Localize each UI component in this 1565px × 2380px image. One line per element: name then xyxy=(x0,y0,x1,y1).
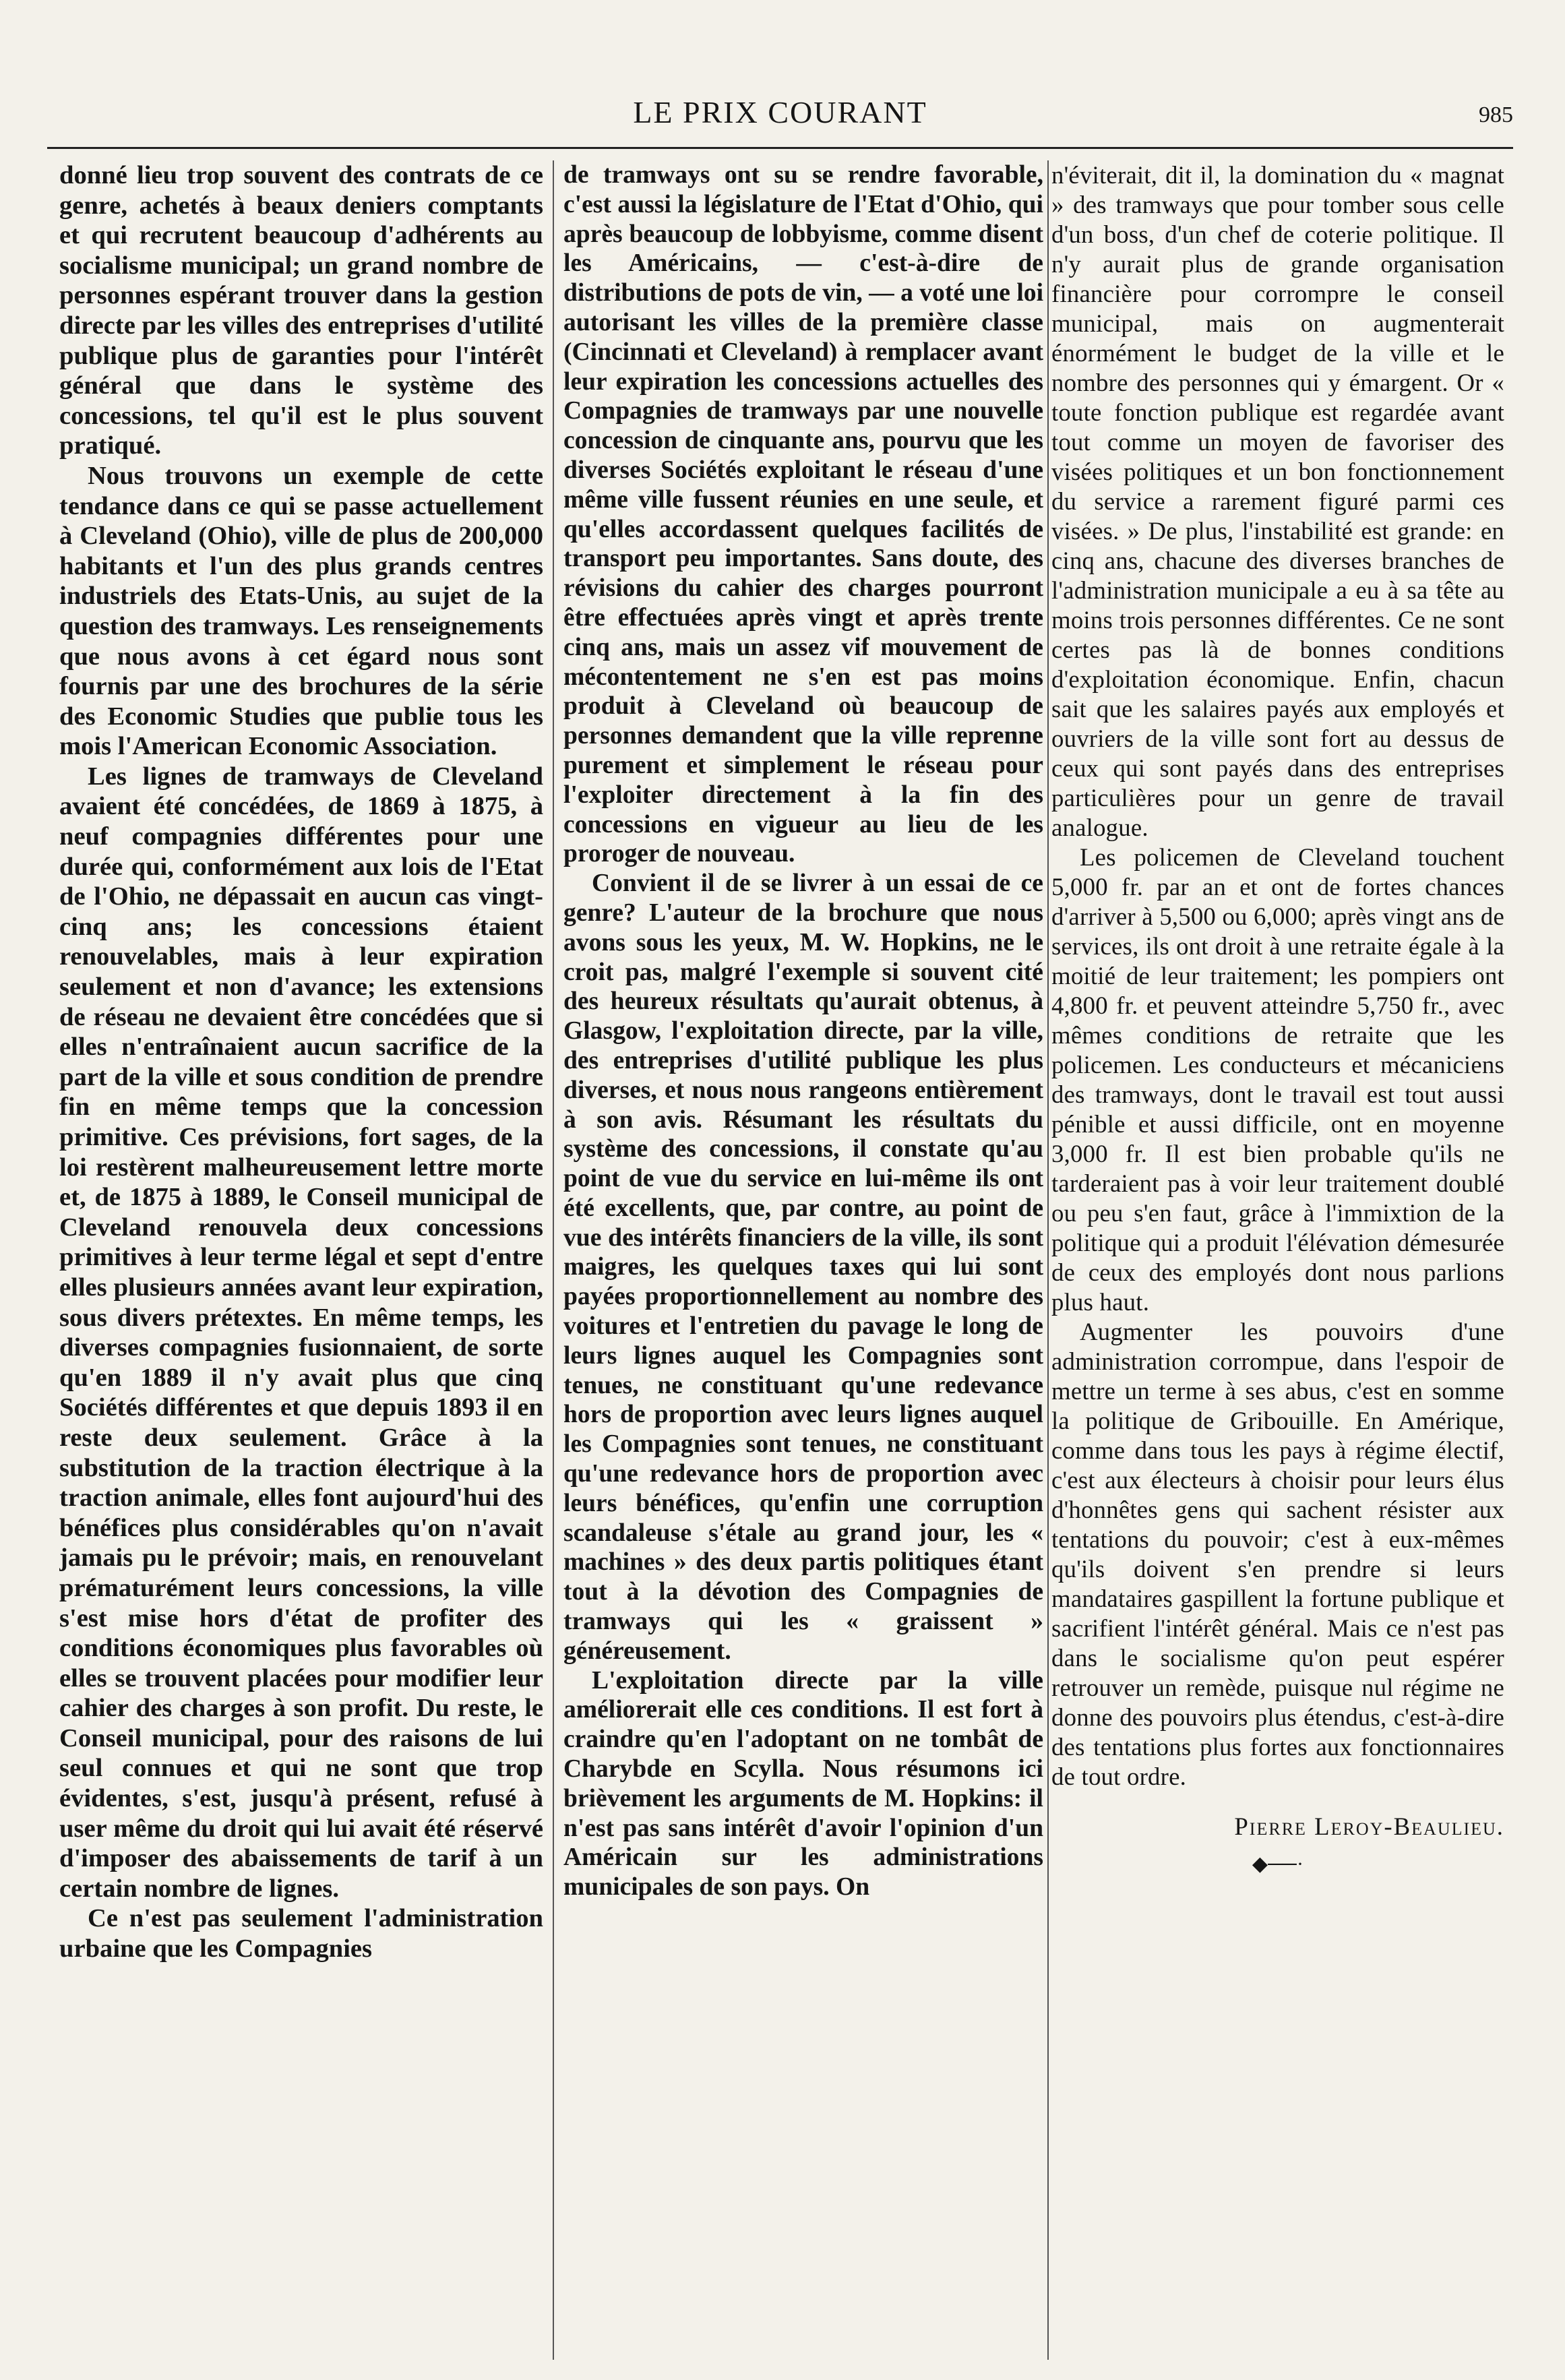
text-column-1 xyxy=(59,160,543,2360)
running-title: LE PRIX COURANT xyxy=(633,95,927,129)
paragraph: Augmenter les pouvoirs d'une administration corrompue, dans l'espoir de mettre un terme à ses abus, c'est en somme la politique de Gribouille. En Amérique, comme dans tous les pays à régime électif, c'est aux électeurs à choisir pour leurs élus d'honnêtes gens qui sachent résister aux tentations du pouvoir; c'est à eux-mêmes qu'ils doivent s'en prendre si leurs mandataires gaspillent la fortune publique et sacrifient l'intérêt général. Mais ce n'est pas dans le socialisme qu'on peut espérer retrouver un remède, puisque nul régime ne donne des pouvoirs plus étendus, c'est-à-dire des tentations plus fortes aux fonctionnaires de tout ordre. xyxy=(1051,1318,1504,1790)
paragraph: de tramways ont su se rendre favorable, c'est aussi la législature de l'Etat d'Ohio, qui après beaucoup de lobbyisme, comme disent les Américains, — c'est-à-dire de distributions de pots de vin, — a voté une loi autorisant les villes de la première classe (Cincinnati et Cleveland) à remplacer avant leur expiration les concessions actuelles des Compagnies de tramways par une nouvelle concession de cinquante ans, pourvu que les diverses Sociétés exploitant le réseau d'une même ville fussent réunies en une seule, et qu'elles accordassent quelques facilités de transport peu importantes. Sans doute, des révisions du cahier des charges pourront être effectuées après vingt et après trente cinq ans, mais un assez vif mouvement de mécontentement ne s'en est pas moins produit à Cleveland où beaucoup de personnes demandent que la ville reprenne purement et simplement le réseau pour l'exploiter directement à la fin des concessions en vigueur au lieu de les proroger de nouveau. xyxy=(563,161,1043,868)
column-divider xyxy=(553,160,554,2360)
paragraph: Les lignes de tramways de Cleveland avaient été concédées, de 1869 à 1875, à neuf compagnies différentes pour une durée qui, conformément aux lois de l'Etat de l'Ohio, ne dépassait en aucun cas vingt-cinq ans; les concessions étaient renouvelables, mais à leur expiration seulement et non d'avance; les extensions de réseau ne devaient être concédées que si elles n'entraînaient aucun sacrifice de la part de la ville et sous condition de prendre fin en même temps que la concession primitive. Ces prévisions, fort sages, de la loi restèrent malheureusement lettre morte et, de 1875 à 1889, le Conseil municipal de Cleveland renouvela deux concessions primitives à leur terme légal et sept d'entre elles plusieurs années avant leur expiration, sous divers prétextes. En même temps, les diverses compagnies fusionnaient, de sorte qu'en 1889 il n'y avait plus que cinq Sociétés différentes et que depuis 1893 il en reste deux seulement. Grâce à la substitution de la traction électrique à la traction animale, elles font aujourd'hui des bénéfices plus considérables qu'on n'avait jamais pu le prévoir; mais, en renouvelant prématurément leurs concessions, la ville s'est mise hors d'état de profiter des conditions économiques plus favorables où elles se trouvent placées pour modifier leur cahier des charges à son profit. Du reste, le Conseil municipal, pour des raisons de lui seul connues et qui ne sont que trop évidentes, s'est, jusqu'à présent, refusé à user même du droit qui lui avait été réservé d'imposer des abaissements de tarif à un certain nombre de lignes. xyxy=(59,762,543,1903)
author-signature: Pierre Leroy-Beaulieu. xyxy=(1234,1812,1504,1840)
paragraph: n'éviterait, dit il, la domination du « magnat » des tramways que pour tomber sous celle d'un boss, d'un chef de coterie politique. Il n'y aurait plus de grande organisation financière pour corrompre le conseil municipal, mais on augmenterait énormément le budget de la ville et le nombre des personnes qui y émargent. Or « toute fonction publique est regardée avant tout comme un moyen de favoriser des visées politiques et un bon fonctionnement du service a rarement figuré parmi ces visées. » De plus, l'instabilité est grande: en cinq ans, chacune des diverses branches de l'administration municipale a eu à sa tête au moins trois personnes différentes. Ce ne sont certes pas là de bonnes conditions d'exploitation économique. Enfin, chacun sait que les salaires payés aux employés et ouvriers de la ville sont fort au dessus de ceux qui sont payés dans des entreprises particulières pour un genre de travail analogue. xyxy=(1051,161,1504,841)
page-number: 985 xyxy=(1479,102,1513,127)
page-header xyxy=(47,88,1513,142)
text-column-2 xyxy=(563,160,1043,2360)
paragraph: Nous trouvons un exemple de cette tendance dans ce qui se passe actuellement à Cleveland (Ohio), ville de plus de 200,000 habitants et l'un des plus grands centres industriels des Etats-Unis, au sujet de la question des tramways. Les renseignements que nous avons à cet égard nous sont fournis par une des brochures de la série des Economic Studies que publie tous les mois l'American Economic Association. xyxy=(59,461,543,761)
paragraph: Ce n'est pas seulement l'administration urbaine que les Compagnies xyxy=(59,1904,543,1963)
paragraph: donné lieu trop souvent des contrats de ce genre, achetés à beaux deniers comptants et qui recrutent beaucoup d'adhérents au socialisme municipal; un grand nombre de personnes espérant trouver dans la gestion directe par les villes des entreprises d'utilité publique plus de garanties pour l'intérêt général que dans le système des concessions, tel qu'il est le plus souvent pratiqué. xyxy=(59,161,543,460)
end-ornament: ◆──· xyxy=(1252,1853,1304,1875)
text-column-3 xyxy=(1051,160,1504,2360)
paragraph: Convient il de se livrer à un essai de ce genre? L'auteur de la brochure que nous avons sous les yeux, M. W. Hopkins, ne le croit pas, malgré l'exemple si souvent cité des heureux résultats qu'aurait obtenus, à Glasgow, l'exploitation directe, par la ville, des entreprises d'utilité publique les plus diverses, et nous nous rangeons entièrement à son avis. Résumant les résultats du système des concessions, il constate qu'au point de vue du service en lui-même ils ont été excellents, que, par contre, au point de vue des intérêts financiers de la ville, ils sont maigres, les quelques taxes qui lui sont payées proportionnellement au nombre des voitures et l'entretien du pavage le long de leurs lignes auquel les Compagnies sont tenues, ne constituant qu'une redevance hors de proportion avec leurs lignes auquel les Compagnies sont tenues, ne constituant qu'une redevance hors de proportion avec leurs bénéfices, qu'enfin une corruption scandaleuse s'étale au grand jour, les « machines » des deux partis politiques étant tout à la dévotion des Compagnies de tramways qui les « graissent » généreusement. xyxy=(563,869,1043,1665)
header-rule xyxy=(47,147,1513,149)
paragraph: Les policemen de Cleveland touchent 5,000 fr. par an et ont de fortes chances d'arriver à 5,500 ou 6,000; après vingt ans de services, ils ont droit à une retraite égale à la moitié de leur traitement; les pompiers ont 4,800 fr. et peuvent atteindre 5,750 fr., avec mêmes conditions de retraite que les policemen. Les conducteurs et mécaniciens des tramways, dont le travail est tout aussi pénible et aussi difficile, ont en moyenne 3,000 fr. Il est bien probable qu'ils ne tarderaient pas à voir leur traitement doublé ou peu s'en faut, grâce à l'immixtion de la politique qui a produit l'élévation démesurée de ceux des employés dont nous parlions plus haut. xyxy=(1051,843,1504,1316)
column-divider xyxy=(1047,160,1049,2360)
paragraph: L'exploitation directe par la ville améliorerait elle ces conditions. Il est fort à craindre qu'en l'adoptant on ne tombât de Charybde en Scylla. Nous résumons ici brièvement les arguments de M. Hopkins: il n'est pas sans intérêt d'avoir l'opinion d'un Américain sur les administrations municipales de son pays. On xyxy=(563,1666,1043,1901)
